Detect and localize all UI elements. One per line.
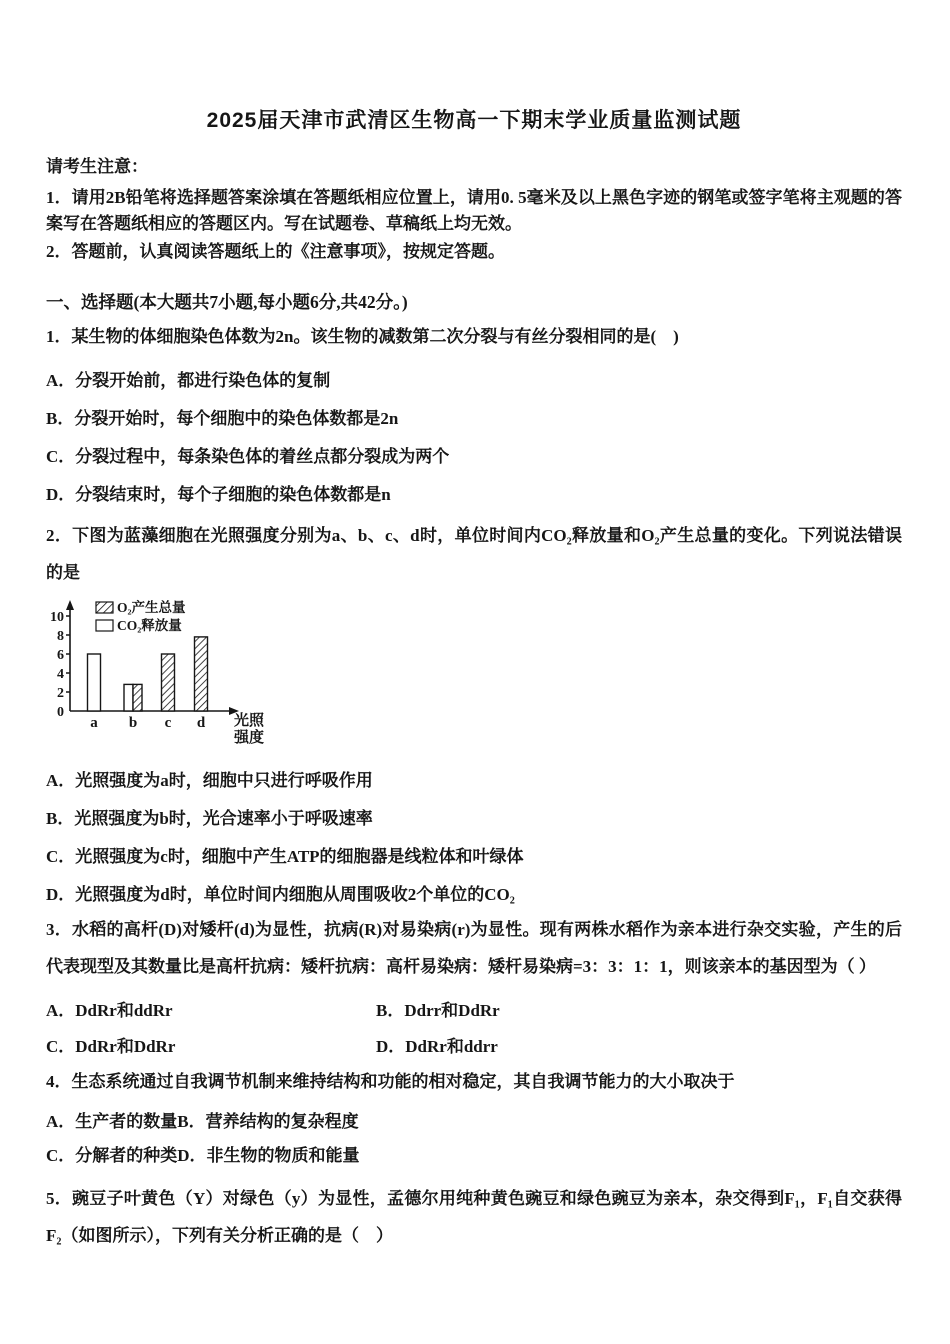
question-3-options — [46, 999, 902, 1059]
question-4-options-cd — [46, 1144, 902, 1168]
question-3-option-c: C．DdRr和DdRr — [46, 1037, 176, 1056]
q2-bar-chart — [48, 597, 902, 757]
question-3-option-a: A．DdRr和ddRr — [46, 1001, 173, 1020]
notice-heading: 请考生注意： — [46, 157, 148, 176]
question-2-option-d: D．光照强度为d时，单位时间内细胞从周围吸收2个单位的CO₂ — [46, 885, 515, 904]
svg-text:2: 2 — [57, 686, 64, 701]
question-2-option-a: A．光照强度为a时，细胞中只进行呼吸作用 — [46, 771, 373, 790]
svg-text:d: d — [196, 715, 206, 731]
svg-text:8: 8 — [57, 629, 64, 644]
section-heading: 一、选择题(本大题共7小题,每小题6分,共42分。) — [46, 292, 408, 312]
notice-item-1: 1．请用2B铅笔将选择题答案涂填在答题纸相应位置上，请用0. 5毫米及以上黑色字迹的钢笔或签字笔将主观题的答案写在答题纸相应的答题区内。写在试题卷、草稿纸上均无效。 — [46, 188, 902, 233]
question-4-option-a: A．生产者的数量 — [46, 1112, 178, 1131]
question-4-option-c: C．分解者的种类 — [46, 1146, 178, 1165]
svg-text:0: 0 — [57, 705, 64, 720]
question-2-option-b: B．光照强度为b时，光合速率小于呼吸速率 — [46, 809, 373, 828]
svg-text:c: c — [164, 715, 172, 731]
question-4-option-d: D．非生物的物质和能量 — [177, 1146, 360, 1165]
question-4-options-ab — [46, 1110, 902, 1134]
question-1-option-b: B．分裂开始时，每个细胞中的染色体数都是2n — [46, 409, 399, 428]
question-2-option-c: C．光照强度为c时，细胞中产生ATP的细胞器是线粒体和叶绿体 — [46, 847, 524, 866]
question-5-stem: 5．豌豆子叶黄色（Y）对绿色（y）为显性，孟德尔用纯种黄色豌豆和绿色豌豆为亲本，杂交得到F₁，F₁自交获得F₂（如图所示），下列有关分析正确的是（ ） — [46, 1189, 902, 1245]
question-3-option-b: B．Ddrr和DdRr — [376, 1001, 500, 1020]
question-2-stem: 2．下图为蓝藻细胞在光照强度分别为a、b、c、d时，单位时间内CO₂释放量和O₂产生总量的变化。下列说法错误的是 — [46, 526, 902, 582]
question-3-option-d: D．DdRr和ddrr — [376, 1037, 498, 1056]
question-1-option-c: C．分裂过程中，每条染色体的着丝点都分裂成为两个 — [46, 447, 450, 466]
svg-text:强度: 强度 — [234, 730, 265, 746]
question-1-option-d: D．分裂结束时，每个子细胞的染色体数都是n — [46, 485, 391, 504]
notice-item-2: 2．答题前，认真阅读答题纸上的《注意事项》，按规定答题。 — [46, 242, 505, 261]
question-4-option-b: B．营养结构的复杂程度 — [177, 1112, 359, 1131]
svg-text:a: a — [90, 715, 98, 731]
svg-text:光照: 光照 — [234, 713, 265, 729]
bar-chart-svg — [48, 597, 288, 752]
svg-text:b: b — [128, 715, 138, 731]
page-title: 2025届天津市武清区生物高一下期末学业质量监测试题 — [206, 109, 742, 132]
svg-text:6: 6 — [57, 648, 64, 663]
question-3-stem: 3．水稻的高杆(D)对矮杆(d)为显性，抗病(R)对易染病(r)为显性。现有两株水稻作为亲本进行杂交实验，产生的后代表现型及其数量比是高杆抗病：矮杆抗病：高杆易染病：矮杆易染病=3：3：1：1，则该亲本的基因型为（ ） — [46, 920, 902, 976]
svg-text:4: 4 — [57, 667, 64, 682]
svg-text:10: 10 — [50, 610, 64, 625]
question-1-stem: 1．某生物的体细胞染色体数为2n。该生物的减数第二次分裂与有丝分裂相同的是( ) — [46, 327, 679, 346]
svg-text:CO₂释放量: CO₂释放量 — [117, 618, 182, 633]
question-4-stem: 4．生态系统通过自我调节机制来维持结构和功能的相对稳定，其自我调节能力的大小取决于 — [46, 1072, 735, 1091]
question-1-option-a: A．分裂开始前，都进行染色体的复制 — [46, 371, 331, 390]
svg-text:O₂产生总量: O₂产生总量 — [117, 600, 186, 615]
